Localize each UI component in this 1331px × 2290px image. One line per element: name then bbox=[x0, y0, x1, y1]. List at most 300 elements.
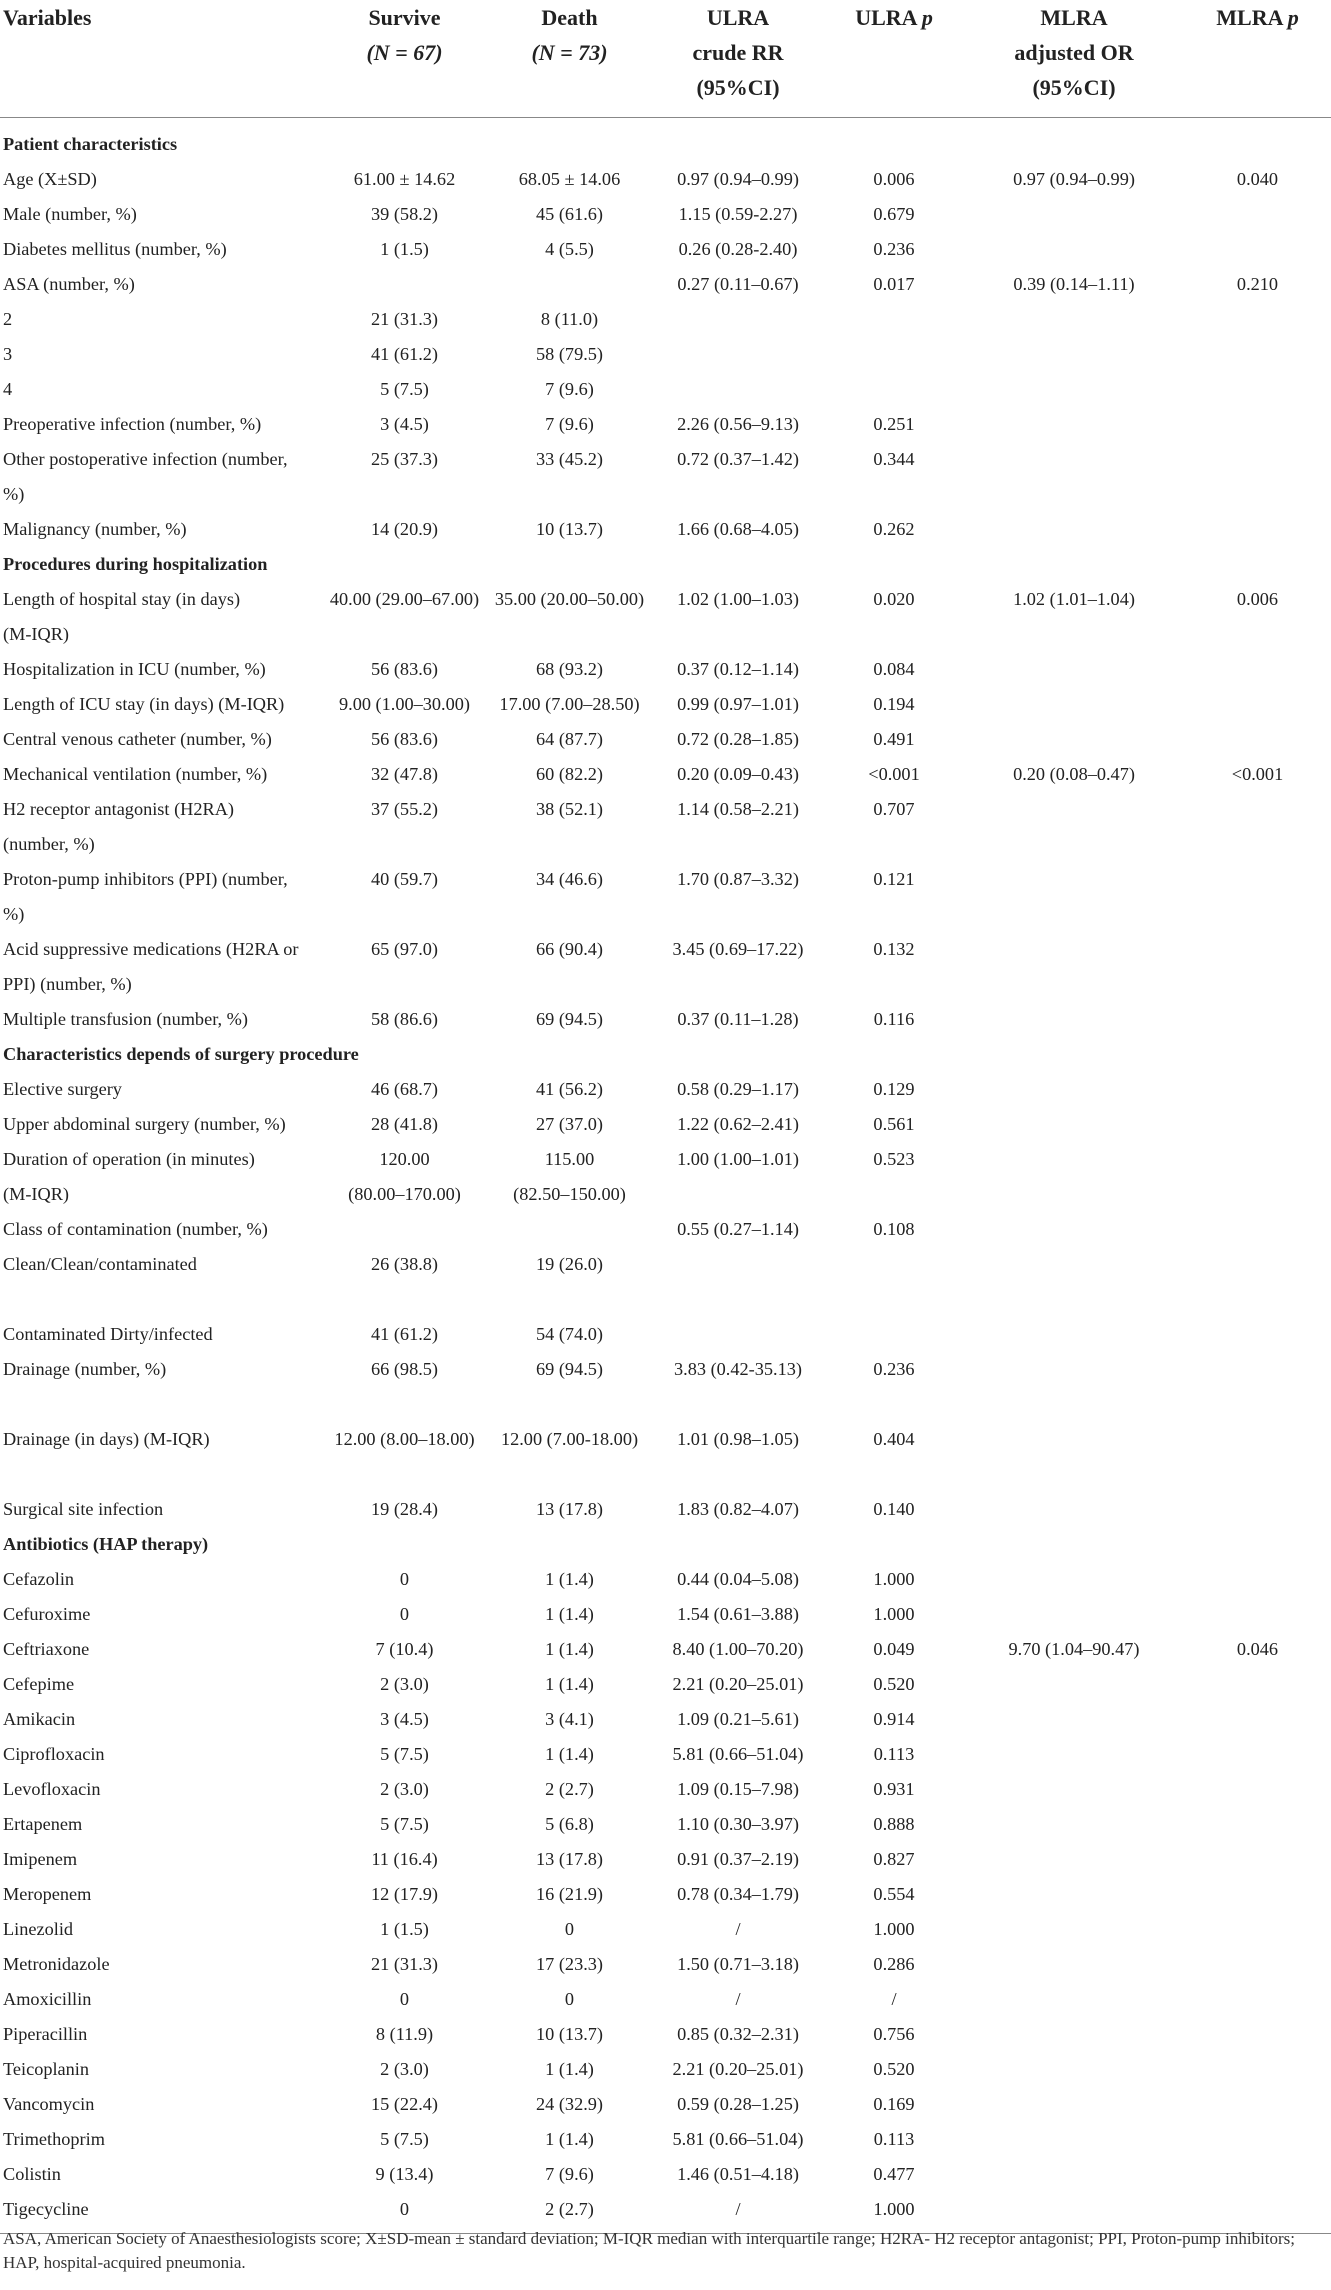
variable-label: Trimethoprim bbox=[3, 2128, 105, 2149]
mlra-p-value: 0.040 bbox=[1236, 168, 1279, 189]
mlra-p-value bbox=[1184, 2122, 1331, 2157]
mlra-p-value bbox=[1184, 1912, 1331, 1947]
ulra-p-value: <0.001 bbox=[868, 763, 920, 784]
table-row bbox=[0, 2087, 1331, 2122]
survive-value: 120.00 (80.00–170.00) bbox=[348, 1148, 461, 1204]
section-header-row bbox=[0, 1527, 1331, 1562]
variable-label: Mechanical ventilation (number, %) bbox=[3, 763, 268, 784]
ulra-p-value: 1.000 bbox=[873, 1568, 915, 1589]
table-row bbox=[0, 757, 1331, 792]
ulra-p-value: 0.286 bbox=[873, 1953, 915, 1974]
ulra-p-value bbox=[824, 1247, 964, 1282]
table-row bbox=[0, 1492, 1331, 1527]
header-death: Death (N = 73) bbox=[487, 0, 652, 117]
table-row bbox=[0, 1982, 1331, 2017]
survive-value: 15 (22.4) bbox=[370, 2093, 439, 2114]
mlra-p-value bbox=[1184, 2052, 1331, 2087]
ulra-rr-value: 0.85 (0.32–2.31) bbox=[677, 2023, 799, 2044]
ulra-rr-value: 2.21 (0.20–25.01) bbox=[672, 2058, 804, 2079]
ulra-rr-value: 0.37 (0.12–1.14) bbox=[677, 658, 799, 679]
table-row bbox=[0, 792, 1331, 862]
survive-value: 56 (83.6) bbox=[370, 728, 439, 749]
ulra-rr-value: 1.46 (0.51–4.18) bbox=[677, 2163, 799, 2184]
spacer-cell bbox=[0, 1457, 1331, 1492]
variable-label: Duration of operation (in minutes) (M-IQR) bbox=[3, 1148, 255, 1204]
death-value: 1 (1.4) bbox=[545, 1603, 594, 1624]
mlra-p-value bbox=[1184, 1492, 1331, 1527]
table-row bbox=[0, 197, 1331, 232]
variable-label: Male (number, %) bbox=[3, 203, 137, 224]
death-value: 13 (17.8) bbox=[535, 1848, 604, 1869]
ulra-rr-value: 1.09 (0.15–7.98) bbox=[677, 1778, 799, 1799]
ulra-rr-value: 3.45 (0.69–17.22) bbox=[672, 938, 804, 959]
variable-label: Amikacin bbox=[3, 1708, 76, 1729]
variable-label: Upper abdominal surgery (number, %) bbox=[3, 1113, 286, 1134]
survive-value: 41 (61.2) bbox=[370, 343, 439, 364]
table-row bbox=[0, 1947, 1331, 1982]
death-value: 115.00 (82.50–150.00) bbox=[513, 1148, 626, 1204]
ulra-p-value: 1.000 bbox=[873, 1918, 915, 1939]
survive-value: 21 (31.3) bbox=[370, 1953, 439, 1974]
death-value: 5 (6.8) bbox=[545, 1813, 594, 1834]
mlra-p-value bbox=[1184, 1317, 1331, 1352]
death-value: 24 (32.9) bbox=[535, 2093, 604, 2114]
table-row bbox=[0, 372, 1331, 407]
header-variables: Variables bbox=[0, 0, 322, 117]
survive-value: 40.00 (29.00–67.00) bbox=[329, 588, 480, 609]
ulra-rr-value: 1.09 (0.21–5.61) bbox=[677, 1708, 799, 1729]
survive-value: 65 (97.0) bbox=[370, 938, 439, 959]
variable-label: Diabetes mellitus (number, %) bbox=[3, 238, 227, 259]
mlra-p-value bbox=[1184, 232, 1331, 267]
header-ulra-p: ULRA p bbox=[824, 0, 964, 117]
survive-value: 11 (16.4) bbox=[371, 1848, 438, 1869]
mlra-p-value bbox=[1184, 687, 1331, 722]
mlra-or-value bbox=[964, 372, 1184, 407]
ulra-rr-value bbox=[652, 337, 824, 372]
mlra-p-value bbox=[1184, 1877, 1331, 1912]
survive-value: 0 bbox=[322, 2192, 487, 2234]
variable-label: Preoperative infection (number, %) bbox=[3, 413, 262, 434]
mlra-p-value bbox=[1184, 1737, 1331, 1772]
death-value: 45 (61.6) bbox=[535, 203, 604, 224]
ulra-p-value: 0.236 bbox=[873, 1358, 915, 1379]
mlra-or-value bbox=[964, 1247, 1184, 1282]
variable-label: Age (X±SD) bbox=[3, 168, 97, 189]
death-value: 7 (9.6) bbox=[545, 413, 594, 434]
death-value: 64 (87.7) bbox=[535, 728, 604, 749]
variable-label: Ceftriaxone bbox=[3, 1638, 90, 1659]
ulra-rr-value bbox=[652, 1247, 824, 1282]
death-value: 19 (26.0) bbox=[535, 1253, 604, 1274]
ulra-p-value bbox=[824, 1317, 964, 1352]
ulra-rr-value: 0.97 (0.94–0.99) bbox=[677, 168, 799, 189]
survive-value bbox=[322, 267, 487, 302]
mlra-or-value bbox=[964, 1002, 1184, 1037]
ulra-rr-value: 1.15 (0.59-2.27) bbox=[678, 203, 798, 224]
mlra-p-value bbox=[1184, 2157, 1331, 2192]
ulra-rr-value bbox=[652, 302, 824, 337]
death-value: 1 (1.4) bbox=[545, 1673, 594, 1694]
mlra-or-value bbox=[964, 1947, 1184, 1982]
mlra-or-value bbox=[964, 687, 1184, 722]
variable-label: Hospitalization in ICU (number, %) bbox=[3, 658, 266, 679]
ulra-p-value: 0.679 bbox=[873, 203, 915, 224]
table-row bbox=[0, 1002, 1331, 1037]
mlra-p-value bbox=[1184, 1002, 1331, 1037]
ulra-rr-value: 1.01 (0.98–1.05) bbox=[677, 1428, 799, 1449]
ulra-p-value: 0.931 bbox=[873, 1778, 915, 1799]
table-row bbox=[0, 1912, 1331, 1947]
mlra-p-value bbox=[1184, 197, 1331, 232]
ulra-rr-value: 1.70 (0.87–3.32) bbox=[677, 868, 799, 889]
ulra-rr-value: 1.83 (0.82–4.07) bbox=[677, 1498, 799, 1519]
survive-value: 5 (7.5) bbox=[380, 1813, 429, 1834]
mlra-p-value bbox=[1184, 407, 1331, 442]
table-row bbox=[0, 1632, 1331, 1667]
mlra-or-value bbox=[964, 1352, 1184, 1387]
ulra-p-value: 0.116 bbox=[873, 1008, 915, 1029]
mlra-p-value bbox=[1184, 442, 1331, 512]
ulra-rr-value: 1.02 (1.00–1.03) bbox=[677, 588, 799, 609]
mlra-p-value bbox=[1184, 652, 1331, 687]
variable-label: Ciprofloxacin bbox=[3, 1743, 105, 1764]
death-value: 10 (13.7) bbox=[535, 2023, 604, 2044]
survive-value: 12.00 (8.00–18.00) bbox=[334, 1428, 475, 1449]
table-row bbox=[0, 1772, 1331, 1807]
survive-value: 9.00 (1.00–30.00) bbox=[338, 693, 470, 714]
mlra-p-value bbox=[1184, 792, 1331, 862]
mlra-p-value bbox=[1184, 337, 1331, 372]
mlra-p-value bbox=[1184, 722, 1331, 757]
mlra-p-value: <0.001 bbox=[1231, 763, 1284, 784]
mlra-or-value: 1.02 (1.01–1.04) bbox=[1013, 588, 1135, 609]
variable-label: 2 bbox=[3, 308, 13, 329]
ulra-rr-value: 2.26 (0.56–9.13) bbox=[677, 413, 799, 434]
section-title: Characteristics depends of surgery procedure bbox=[3, 1043, 359, 1064]
mlra-or-value bbox=[964, 1842, 1184, 1877]
variable-label: Multiple transfusion (number, %) bbox=[3, 1008, 249, 1029]
mlra-or-value bbox=[964, 932, 1184, 1002]
ulra-p-value bbox=[824, 372, 964, 407]
mlra-or-value bbox=[964, 2122, 1184, 2157]
table-row bbox=[0, 232, 1331, 267]
mlra-or-value: 0.97 (0.94–0.99) bbox=[1013, 168, 1135, 189]
mlra-or-value bbox=[964, 1877, 1184, 1912]
variable-label: Vancomycin bbox=[3, 2093, 95, 2114]
ulra-rr-value: 0.99 (0.97–1.01) bbox=[677, 693, 799, 714]
ulra-p-value: 0.404 bbox=[873, 1428, 915, 1449]
death-value: 66 (90.4) bbox=[535, 938, 604, 959]
death-value: 60 (82.2) bbox=[535, 763, 604, 784]
ulra-p-value: 0.006 bbox=[873, 168, 915, 189]
ulra-rr-value: / bbox=[652, 2192, 824, 2234]
death-value: 33 (45.2) bbox=[535, 448, 604, 469]
table-row bbox=[0, 302, 1331, 337]
table-row bbox=[0, 2017, 1331, 2052]
header-death-n: (N = 73) bbox=[531, 40, 608, 65]
survive-value: 46 (68.7) bbox=[370, 1078, 439, 1099]
survive-value: 37 (55.2) bbox=[370, 798, 439, 819]
survive-value: 56 (83.6) bbox=[370, 658, 439, 679]
survive-value: 14 (20.9) bbox=[370, 518, 439, 539]
table-row bbox=[0, 652, 1331, 687]
death-value: 34 (46.6) bbox=[535, 868, 604, 889]
death-value: 17.00 (7.00–28.50) bbox=[499, 693, 640, 714]
death-value: 13 (17.8) bbox=[535, 1498, 604, 1519]
mlra-p-value bbox=[1184, 1107, 1331, 1142]
variable-label: 3 bbox=[3, 343, 13, 364]
variable-label: Other postoperative infection (number, %) bbox=[3, 448, 288, 504]
ulra-p-value: 0.914 bbox=[873, 1708, 915, 1729]
ulra-rr-value: 0.91 (0.37–2.19) bbox=[677, 1848, 799, 1869]
mlra-p-value bbox=[1184, 2017, 1331, 2052]
ulra-p-value: 0.132 bbox=[873, 938, 915, 959]
death-value: 35.00 (20.00–50.00) bbox=[494, 588, 645, 609]
ulra-p-value: 0.169 bbox=[873, 2093, 915, 2114]
ulra-rr-value: 0.37 (0.11–1.28) bbox=[677, 1008, 799, 1029]
table-row bbox=[0, 932, 1331, 1002]
section-header-row bbox=[0, 1037, 1331, 1072]
death-value: 38 (52.1) bbox=[535, 798, 604, 819]
death-value: 17 (23.3) bbox=[535, 1953, 604, 1974]
ulra-p-value: / bbox=[891, 1988, 897, 2009]
variable-label: Drainage (in days) (M-IQR) bbox=[3, 1428, 210, 1449]
mlra-or-value bbox=[964, 1912, 1184, 1947]
survive-value: 9 (13.4) bbox=[375, 2163, 434, 2184]
death-value: 27 (37.0) bbox=[535, 1113, 604, 1134]
variable-label: ASA (number, %) bbox=[3, 273, 135, 294]
ulra-p-value: 0.554 bbox=[873, 1883, 915, 1904]
table-body bbox=[0, 117, 1331, 2233]
death-value: 58 (79.5) bbox=[535, 343, 604, 364]
header-ulra-rr: ULRA crude RR (95%CI) bbox=[652, 0, 824, 117]
variable-label: Clean/Clean/contaminated bbox=[3, 1253, 197, 1274]
table-row bbox=[0, 1667, 1331, 1702]
variable-label: Ertapenem bbox=[3, 1813, 83, 1834]
mlra-or-value bbox=[964, 1737, 1184, 1772]
table-row bbox=[0, 337, 1331, 372]
ulra-p-value: 0.756 bbox=[873, 2023, 915, 2044]
survive-value: 40 (59.7) bbox=[370, 868, 439, 889]
mlra-or-value bbox=[964, 1422, 1184, 1457]
death-value: 41 (56.2) bbox=[535, 1078, 604, 1099]
death-value: 1 (1.4) bbox=[545, 1568, 594, 1589]
mlra-p-value: 0.210 bbox=[1236, 273, 1279, 294]
mlra-p-value bbox=[1184, 1597, 1331, 1632]
survive-value: 0 bbox=[399, 1988, 410, 2009]
survive-value: 7 (10.4) bbox=[375, 1638, 434, 1659]
table-row bbox=[0, 1562, 1331, 1597]
survive-value: 12 (17.9) bbox=[370, 1883, 439, 1904]
ulra-p-value: 0.707 bbox=[873, 798, 915, 819]
table-row bbox=[0, 1107, 1331, 1142]
table-row bbox=[0, 1702, 1331, 1737]
ulra-p-value: 0.194 bbox=[873, 693, 915, 714]
mlra-or-value bbox=[964, 1107, 1184, 1142]
survive-value: 2 (3.0) bbox=[380, 2058, 429, 2079]
ulra-p-value: 0.121 bbox=[873, 868, 915, 889]
mlra-or-value: 0.20 (0.08–0.47) bbox=[1013, 763, 1135, 784]
variable-label: Class of contamination (number, %) bbox=[3, 1218, 268, 1239]
variable-label: Drainage (number, %) bbox=[3, 1358, 167, 1379]
variable-label: Contaminated Dirty/infected bbox=[3, 1323, 213, 1344]
variable-label: Length of ICU stay (in days) (M-IQR) bbox=[3, 693, 285, 714]
mlra-or-value bbox=[964, 862, 1184, 932]
ulra-rr-value: 1.54 (0.61–3.88) bbox=[677, 1603, 799, 1624]
header-survive-n: (N = 67) bbox=[366, 40, 443, 65]
death-value: 68 (93.2) bbox=[535, 658, 604, 679]
mlra-or-value bbox=[964, 442, 1184, 512]
ulra-rr-value: 0.72 (0.28–1.85) bbox=[677, 728, 799, 749]
death-value: 1 (1.4) bbox=[545, 2128, 594, 2149]
ulra-rr-value: 1.50 (0.71–3.18) bbox=[677, 1953, 799, 1974]
death-value: 1 (1.4) bbox=[545, 2058, 594, 2079]
ulra-p-value: 0.108 bbox=[873, 1218, 915, 1239]
table-row bbox=[0, 1212, 1331, 1247]
survive-value: 58 (86.6) bbox=[370, 1008, 439, 1029]
variable-label: Elective surgery bbox=[3, 1078, 122, 1099]
ulra-p-value: 0.020 bbox=[873, 588, 915, 609]
survive-value: 5 (7.5) bbox=[380, 1743, 429, 1764]
mlra-p-value bbox=[1184, 1072, 1331, 1107]
ulra-p-value: 0.251 bbox=[873, 413, 915, 434]
ulra-rr-value: 0.78 (0.34–1.79) bbox=[677, 1883, 799, 1904]
mlra-p-value bbox=[1184, 302, 1331, 337]
spacer-row bbox=[0, 1282, 1331, 1317]
ulra-p-value: 0.888 bbox=[873, 1813, 915, 1834]
variable-label: Surgical site infection bbox=[3, 1498, 164, 1519]
survive-value: 2 (3.0) bbox=[380, 1673, 429, 1694]
ulra-rr-value: 2.21 (0.20–25.01) bbox=[672, 1673, 804, 1694]
mlra-p-value bbox=[1184, 512, 1331, 547]
mlra-or-value bbox=[964, 1142, 1184, 1212]
ulra-p-value: 1.000 bbox=[873, 1603, 915, 1624]
survive-value: 5 (7.5) bbox=[380, 2128, 429, 2149]
survive-value: 66 (98.5) bbox=[370, 1358, 439, 1379]
mlra-or-value bbox=[964, 302, 1184, 337]
death-value: 69 (94.5) bbox=[535, 1358, 604, 1379]
death-value: 1 (1.4) bbox=[545, 1638, 594, 1659]
section-title: Patient characteristics bbox=[3, 133, 178, 154]
mlra-or-value bbox=[964, 2017, 1184, 2052]
ulra-rr-value: 5.81 (0.66–51.04) bbox=[672, 2128, 804, 2149]
mlra-or-value bbox=[964, 1667, 1184, 1702]
variable-label: Imipenem bbox=[3, 1848, 78, 1869]
mlra-p-value bbox=[1184, 1842, 1331, 1877]
ulra-p-value: 0.113 bbox=[873, 2128, 915, 2149]
variable-label: Acid suppressive medications (H2RA or PPI) (number, %) bbox=[3, 938, 299, 994]
death-value: 2 (2.7) bbox=[545, 1778, 594, 1799]
survive-value: 5 (7.5) bbox=[380, 378, 429, 399]
variable-label: Length of hospital stay (in days) (M-IQR) bbox=[3, 588, 241, 644]
table-row bbox=[0, 862, 1331, 932]
death-value: 2 (2.7) bbox=[487, 2192, 652, 2234]
ulra-rr-value: 0.20 (0.09–0.43) bbox=[677, 763, 799, 784]
mlra-p-value bbox=[1184, 1422, 1331, 1457]
table-row bbox=[0, 1737, 1331, 1772]
survive-value: 19 (28.4) bbox=[370, 1498, 439, 1519]
mlra-or-value bbox=[964, 232, 1184, 267]
variable-label: Central venous catheter (number, %) bbox=[3, 728, 272, 749]
header-mlra-or: MLRA adjusted OR (95%CI) bbox=[964, 0, 1184, 117]
mlra-or-value bbox=[964, 1562, 1184, 1597]
mlra-p-value bbox=[1184, 2087, 1331, 2122]
ulra-p-value: 0.344 bbox=[873, 448, 915, 469]
table-row bbox=[0, 722, 1331, 757]
survive-value bbox=[322, 1212, 487, 1247]
ulra-p-value: 0.084 bbox=[873, 658, 915, 679]
survive-value: 61.00 ± 14.62 bbox=[353, 168, 456, 189]
table-row bbox=[0, 1807, 1331, 1842]
ulra-p-value: 0.140 bbox=[873, 1498, 915, 1519]
ulra-p-value: 0.236 bbox=[873, 238, 915, 259]
table-row bbox=[0, 1317, 1331, 1352]
table-row bbox=[0, 2122, 1331, 2157]
death-value: 8 (11.0) bbox=[540, 308, 599, 329]
mlra-or-value bbox=[964, 792, 1184, 862]
ulra-rr-value: 1.10 (0.30–3.97) bbox=[677, 1813, 799, 1834]
table-header bbox=[0, 0, 1331, 117]
ulra-rr-value: 0.58 (0.29–1.17) bbox=[677, 1078, 799, 1099]
ulra-rr-value: / bbox=[735, 1988, 741, 2009]
ulra-rr-value: 8.40 (1.00–70.20) bbox=[672, 1638, 804, 1659]
death-value: 0 bbox=[564, 1988, 575, 2009]
ulra-p-value: 0.049 bbox=[873, 1638, 915, 1659]
table-footnote: ASA, American Society of Anaesthesiologists score; X±SD-mean ± standard deviation; M-IQR median with interquartile range; H2RA- H2 receptor antagonist; PPI, Proton-pump inhibitors; HAP, hospital-acquired pneumonia. bbox=[3, 2229, 1296, 2272]
survive-value: 0 bbox=[399, 1568, 410, 1589]
ulra-p-value: 0.561 bbox=[873, 1113, 915, 1134]
death-value: 10 (13.7) bbox=[535, 518, 604, 539]
table-row bbox=[0, 1422, 1331, 1457]
mlra-or-value bbox=[964, 1982, 1184, 2017]
mlra-p-value bbox=[1184, 1562, 1331, 1597]
death-value: 1 (1.4) bbox=[545, 1743, 594, 1764]
survive-value: 26 (38.8) bbox=[370, 1253, 439, 1274]
mlra-or-value bbox=[964, 1807, 1184, 1842]
spacer-row bbox=[0, 1387, 1331, 1422]
header-survive: Survive (N = 67) bbox=[322, 0, 487, 117]
ulra-rr-value: 0.72 (0.37–1.42) bbox=[677, 448, 799, 469]
variable-label: Teicoplanin bbox=[3, 2058, 90, 2079]
table-row bbox=[0, 1247, 1331, 1282]
spacer-cell bbox=[0, 1387, 1331, 1422]
death-value: 0 bbox=[564, 1918, 575, 1939]
variable-label: Malignancy (number, %) bbox=[3, 518, 187, 539]
variable-label: Colistin bbox=[3, 2163, 61, 2184]
ulra-rr-value bbox=[652, 1317, 824, 1352]
mlra-p-value bbox=[1184, 1352, 1331, 1387]
survive-value: 0 bbox=[399, 1603, 410, 1624]
table-row bbox=[0, 1597, 1331, 1632]
mlra-p-value bbox=[1184, 372, 1331, 407]
death-value: 16 (21.9) bbox=[535, 1883, 604, 1904]
section-header-row bbox=[0, 117, 1331, 162]
death-value: 3 (4.1) bbox=[545, 1708, 594, 1729]
survive-value: 25 (37.3) bbox=[370, 448, 439, 469]
mlra-or-value bbox=[964, 407, 1184, 442]
mlra-or-value bbox=[964, 1212, 1184, 1247]
ulra-p-value: 0.477 bbox=[873, 2163, 915, 2184]
variable-label: 4 bbox=[3, 378, 13, 399]
ulra-p-value: 0.520 bbox=[873, 2058, 915, 2079]
ulra-p-value: 0.129 bbox=[873, 1078, 915, 1099]
ulra-p-value: 0.827 bbox=[873, 1848, 915, 1869]
ulra-rr-value: 1.66 (0.68–4.05) bbox=[677, 518, 799, 539]
survive-value: 41 (61.2) bbox=[370, 1323, 439, 1344]
table-row bbox=[0, 267, 1331, 302]
table-row bbox=[0, 442, 1331, 512]
